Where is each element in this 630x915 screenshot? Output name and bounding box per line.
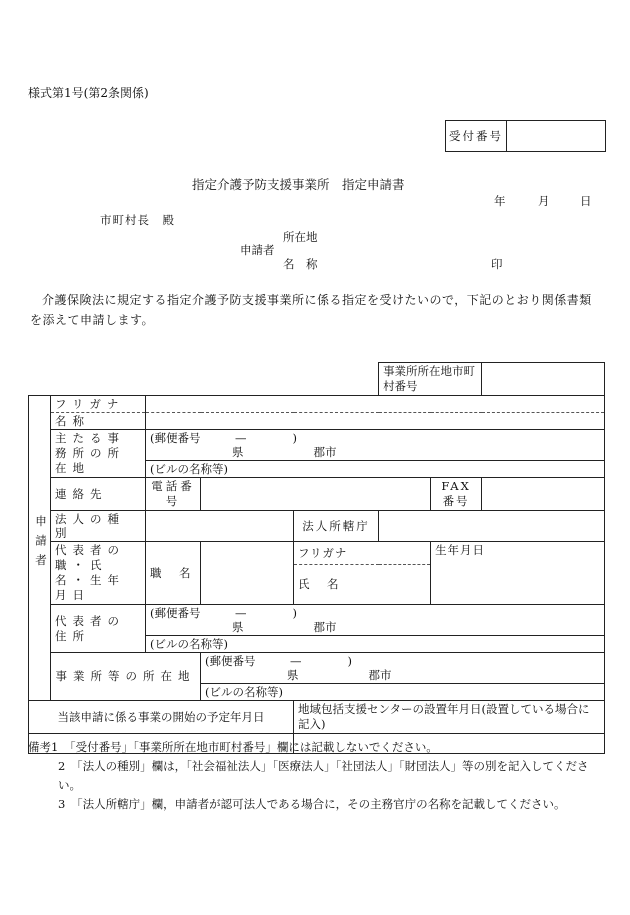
start-date-label: 当該申請に係る事業の開始の予定年月日 <box>29 701 294 734</box>
corp-type-field[interactable] <box>146 511 294 542</box>
rep-building-field[interactable]: (ビルの名称等) <box>146 636 605 653</box>
application-table <box>28 362 605 754</box>
county-city-text: 郡市 <box>313 445 337 459</box>
note-1: 備考1 「受付番号」「事業所所在地市町村番号」欄には記載しないでください。 <box>28 740 438 754</box>
office-location-field[interactable]: (郵便番号 — ) 県 郡市 <box>201 653 605 684</box>
date-day: 日 <box>580 194 592 208</box>
note-3: 3 「法人所轄庁」欄，申請者が認可法人である場合に，その主務官庁の名称を記載してください。 <box>58 797 566 811</box>
rep-furigana-label: フリガナ <box>294 542 431 565</box>
fax-field[interactable] <box>482 478 605 511</box>
phone-field[interactable] <box>201 478 431 511</box>
prefecture-text: 県 <box>232 445 244 459</box>
applicant-location-label: 所在地 <box>283 230 318 244</box>
receipt-number-label: 受付番号 <box>446 121 507 152</box>
position-field[interactable] <box>201 542 294 605</box>
position-label: 職 名 <box>146 542 201 605</box>
office-location-label: 事業所等の所在地 <box>51 653 201 701</box>
contact-label: 連絡先 <box>51 478 146 511</box>
center-date-label: 地域包括支援センターの設置年月日(設置している場合に記入) <box>294 701 605 734</box>
name-label: 名称 <box>51 413 146 430</box>
intro-text: 介護保険法に規定する指定介護予防支援事業所に係る指定を受けたいので，下記のとおり関係書類を添えて申請します。 <box>30 293 592 327</box>
receipt-number-box <box>445 120 606 152</box>
municipal-code-label: 事業所所在地市町村番号 <box>379 363 482 396</box>
seal-mark: 印 <box>491 257 503 271</box>
applicant-name-label: 名 称 <box>283 257 318 271</box>
notes <box>28 738 608 814</box>
corp-authority-label: 法人所轄庁 <box>294 511 379 542</box>
main-office-field[interactable] <box>146 430 605 461</box>
representative-label: 代表者の職・氏名・生年月日 <box>51 542 146 605</box>
postal-code-text: (郵便番号 — ) <box>150 431 297 445</box>
applicant-side-label: 申請者 <box>29 396 51 701</box>
rep-address-label: 代表者の住所 <box>51 605 146 653</box>
applicant-label: 申請者 <box>240 243 275 257</box>
addressee: 市町村長 殿 <box>100 213 175 227</box>
note-2: 2 「法人の種別」欄は，「社会福祉法人」「医療法人」「社団法人」「財団法人」等の別を記入してください。 <box>58 759 589 792</box>
document-title: 指定介護予防支援事業所 指定申請書 <box>192 177 405 192</box>
corp-type-label: 法人の種別 <box>51 511 146 542</box>
date-month: 月 <box>538 194 550 208</box>
office-building-field[interactable]: (ビルの名称等) <box>201 684 605 701</box>
phone-label: 電話番号 <box>146 478 201 511</box>
receipt-number-field[interactable] <box>507 121 606 152</box>
form-number: 様式第1号(第2条関係) <box>28 86 149 100</box>
rep-address-field[interactable]: (郵便番号 — ) 県 郡市 <box>146 605 605 636</box>
furigana-label: フリガナ <box>51 396 146 413</box>
date-year: 年 <box>494 194 506 208</box>
corp-authority-field[interactable] <box>379 511 605 542</box>
birthdate-label: 生年月日 <box>431 542 605 605</box>
municipal-code-field[interactable] <box>482 363 605 396</box>
rep-name-label: 氏 名 <box>294 564 431 604</box>
name-field[interactable] <box>146 413 605 430</box>
fax-label: FAX番号 <box>431 478 482 511</box>
building-name-field[interactable]: (ビルの名称等) <box>146 461 605 478</box>
main-office-label: 主たる事務所の所在地 <box>51 430 146 478</box>
furigana-field[interactable] <box>146 396 605 413</box>
